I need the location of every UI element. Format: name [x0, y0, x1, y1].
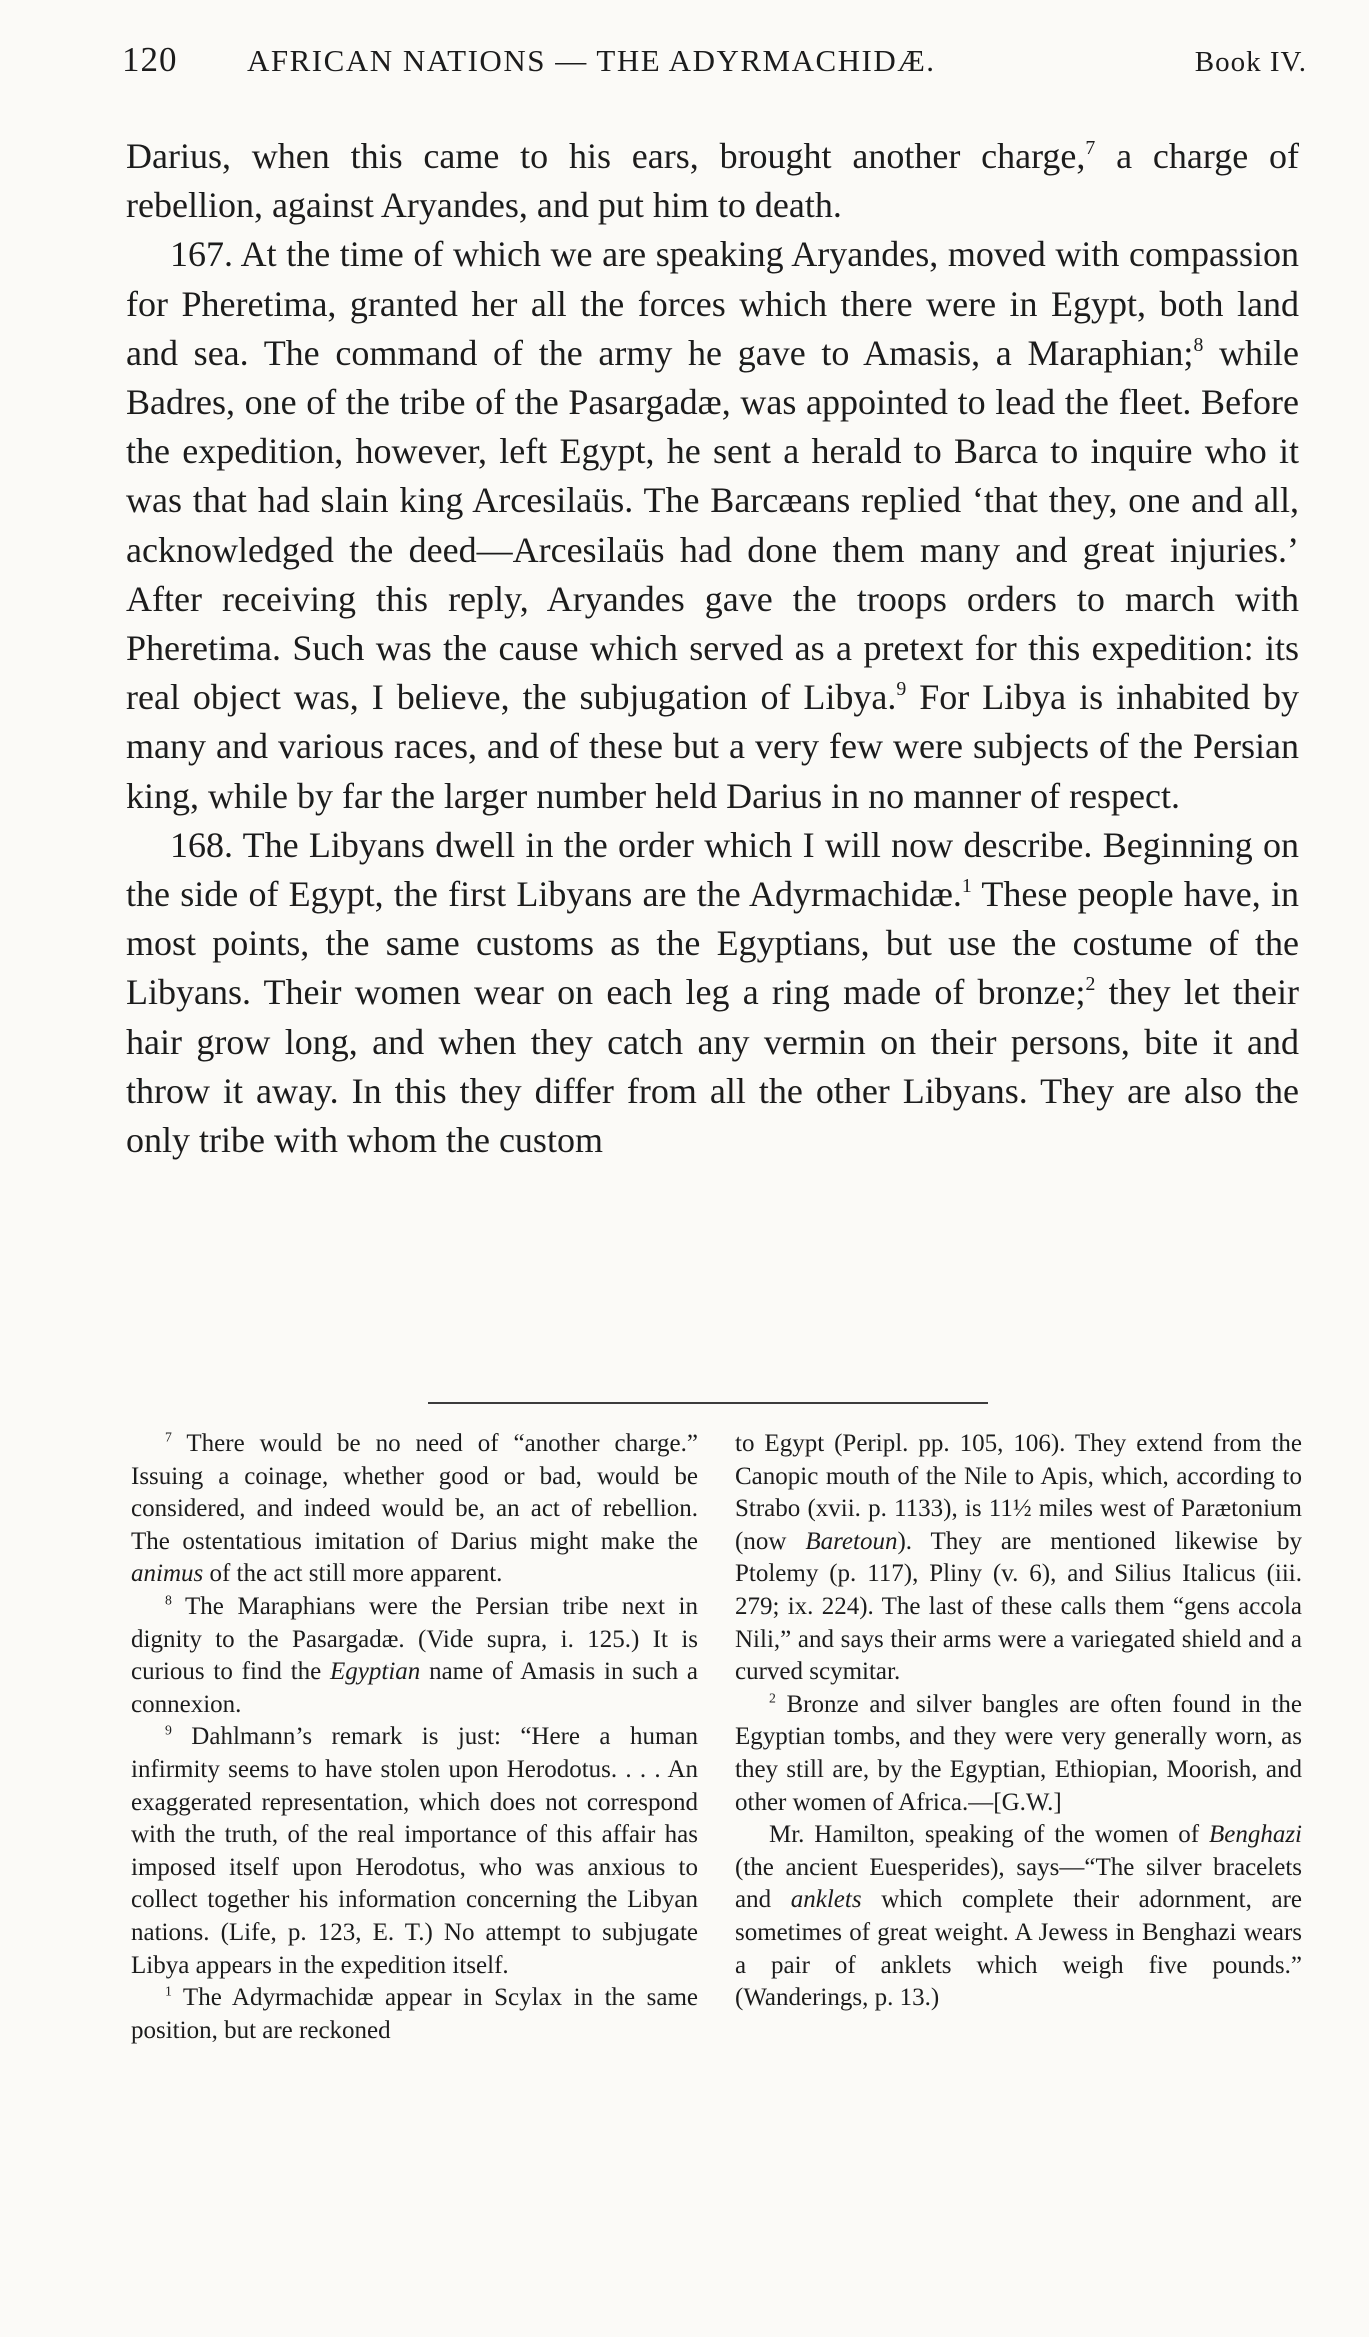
footnote-1-marker: 1: [165, 1983, 172, 1999]
footnote-ref-8: 8: [1193, 333, 1204, 356]
paragraph-1-text-1: Darius, when this came to his ears, brought another charge,: [126, 136, 1086, 176]
footnote-2-extra-text-1: Mr. Hamilton, speaking of the women of: [769, 1821, 1209, 1849]
footnote-ref-7: 7: [1085, 137, 1096, 160]
footnote-7: [131, 1428, 698, 1591]
paragraph-3-text-2: These people have, in most points, the same customs as the Egyptians, but use the costume of the Libyans. Their women wear on each leg a ring made of bronze;: [126, 874, 1299, 1013]
footnote-2-extra-italic-2: anklets: [790, 1886, 862, 1914]
footnote-ref-9: 9: [896, 678, 907, 701]
footnote-1-continuation-1: to Egypt (Peripl. pp. 105, 106). They extend from the Canopic mouth of the Nile to Apis, which, according to Strabo (xvii. p. 1133), is 11½ miles west of Parætonium (now: [735, 1430, 1302, 1555]
paragraph-3-text-1: 168. The Libyans dwell in the order which I will now describe. Beginning on the side of Egypt, the first Libyans are the Adyrmachidæ.: [126, 824, 1299, 915]
paragraph-1: [126, 132, 1299, 230]
footnote-2: [735, 1689, 1302, 1819]
footnote-9-text: Dahlmann’s remark is just: “Here a human infirmity seems to have stolen upon Herodotus. . . . An exaggerated representation, which does not correspond with the truth, of the real importance of this affair has imposed itself upon Herodotus, who was anxious to collect together his information concerning the Libyan nations. (Life, p. 123, E. T.) No attempt to subjugate Libya appears in the expedition itself.: [131, 1723, 698, 1979]
footnote-1-text-start: The Adyrmachidæ appear in Scylax in the same position, but are reckoned: [131, 1984, 698, 2044]
footnotes-right-column: [735, 1428, 1302, 2015]
footnote-divider: [428, 1402, 988, 1404]
footnote-8: [131, 1591, 698, 1721]
footnote-7-text-1: There would be no need of “another charge.” Issuing a coinage, whether good or bad, would be considered, and indeed would be, an act of rebellion. The ostentatious imitation of Darius might make the: [131, 1430, 698, 1555]
paragraph-2-text-2: while Badres, one of the tribe of the Pasargadæ, was appointed to lead the fleet. Before the expedition, however, left Egypt, he sent a herald to Barca to inquire who it was that had slain king Arcesilaüs. The Barcæans replied ‘that they, one and all, acknowledged the deed—Arcesilaüs had done them many and great injuries.’ After receiving this reply, Aryandes gave the troops orders to march with Pheretima. Such was the cause which served as a pretext for this expedition: its real object was, I believe, the subjugation of Libya.: [126, 332, 1300, 718]
running-title: AFRICAN NATIONS — THE ADYRMACHIDÆ.: [247, 43, 936, 78]
paragraph-2-text-3: For Libya is inhabited by many and various races, and of these but a very few were subjects of the Persian king, while by far the larger number held Darius in no manner of respect.: [126, 677, 1299, 816]
footnote-7-marker: 7: [165, 1429, 172, 1445]
footnote-1-continuation: [735, 1428, 1302, 1689]
footnote-2-extra-text-3: which complete their adornment, are sometimes of great weight. A Jewess in Benghazi wears a pair of anklets which weigh five pounds.” (Wanderings, p. 13.): [735, 1886, 1302, 2012]
footnote-9: [131, 1721, 698, 1982]
paragraph-1-text-2: a charge of rebellion, against Aryandes, and put him to death.: [126, 136, 1299, 226]
footnotes-left-column: [131, 1428, 698, 2047]
footnote-8-italic: Egyptian: [330, 1658, 421, 1686]
footnote-8-marker: 8: [165, 1592, 172, 1608]
footnote-1-continuation-2: ). They are mentioned likewise by Ptolemy (p. 117), Pliny (v. 6), and Silius Italicus (iii. 279; ix. 224). The last of these calls them “gens accola Nili,” and says their arms were a variegated shield and a curved scymitar.: [735, 1527, 1302, 1686]
footnote-8-text-2: name of Amasis in such a connexion.: [131, 1658, 699, 1718]
footnote-2-extra-text-2: (the ancient Euesperides), says—“The silver bracelets and: [735, 1853, 1302, 1914]
footnote-1-italic: Baretoun: [805, 1527, 898, 1555]
footnote-8-text-1: The Maraphians were the Persian tribe next in dignity to the Pasargadæ. (Vide supra, i. 125.) It is curious to find the: [131, 1592, 698, 1686]
footnote-2-extra-italic-1: Benghazi: [1208, 1821, 1302, 1849]
footnote-2-marker: 2: [769, 1690, 776, 1706]
paragraph-3: [126, 821, 1299, 1165]
footnote-2-extra: [735, 1819, 1302, 2015]
book-label: Book IV.: [1194, 46, 1307, 78]
footnote-ref-2: 2: [1085, 973, 1096, 996]
paragraph-3-text-3: they let their hair grow long, and when they catch any vermin on their persons, bite it and throw it away. In this they differ from all the other Libyans. They are also the only tribe with whom the custom: [126, 972, 1299, 1161]
footnote-ref-1: 1: [961, 875, 972, 898]
footnote-1-start: [131, 1982, 698, 2047]
footnote-7-italic: animus: [131, 1560, 204, 1588]
paragraph-2: [126, 230, 1299, 820]
paragraph-2-text-1: 167. At the time of which we are speaking Aryandes, moved with compassion for Pheretima, granted her all the forces which there were in Egypt, both land and sea. The command of the army he gave to Amasis, a Maraphian;: [126, 234, 1299, 373]
footnote-9-marker: 9: [165, 1722, 172, 1738]
main-text: [126, 132, 1299, 1165]
footnote-7-text-2: of the act still more apparent.: [203, 1560, 503, 1588]
running-header: [122, 40, 1307, 110]
page-number: 120: [122, 40, 178, 79]
footnote-2-text: Bronze and silver bangles are often found in the Egyptian tombs, and they were very generally worn, as they still are, by the Egyptian, Ethiopian, Moorish, and other women of Africa.—[G.W.]: [735, 1690, 1302, 1816]
